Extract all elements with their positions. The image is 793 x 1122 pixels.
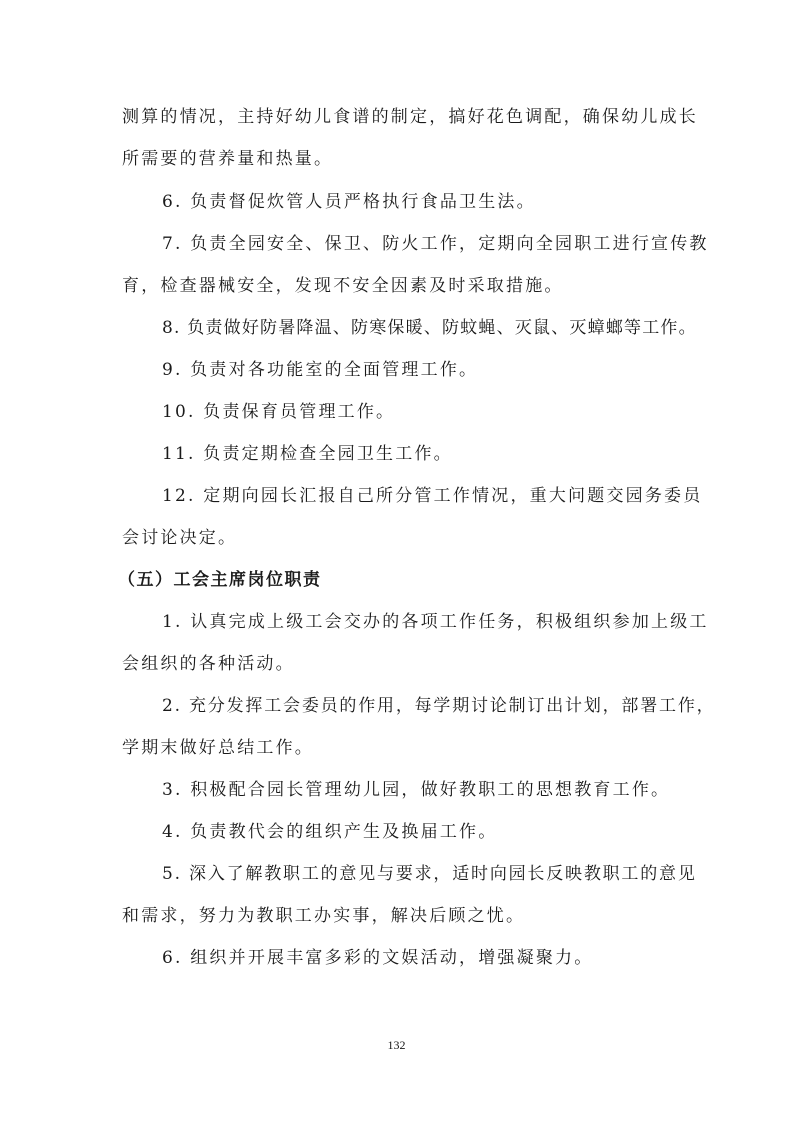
list-item-7: 7. 负责全园安全、保卫、防火工作，定期向全园职工进行宣传教 xyxy=(162,234,709,254)
section-item-2-continued: 学期末做好总结工作。 xyxy=(122,738,314,758)
page-number: 132 xyxy=(387,1038,406,1052)
section-item-3: 3. 积极配合园长管理幼儿园，做好教职工的思想教育工作。 xyxy=(162,780,671,800)
list-item-8: 8. 负责做好防暑降温、防寒保暖、防蚊蝇、灭鼠、灭蟑螂等工作。 xyxy=(162,318,697,338)
section-item-5: 5. 深入了解教职工的意见与要求，适时向园长反映教职工的意见 xyxy=(162,864,697,884)
paragraph-line: 测算的情况，主持好幼儿食谱的制定，搞好花色调配，确保幼儿成长 xyxy=(122,107,698,127)
list-item-7-continued: 育，检查器械安全，发现不安全因素及时采取措施。 xyxy=(122,276,564,296)
paragraph-line: 所需要的营养量和热量。 xyxy=(122,149,334,169)
list-item-11: 11. 负责定期检查全园卫生工作。 xyxy=(162,444,453,464)
section-item-2: 2. 充分发挥工会委员的作用，每学期讨论制订出计划，部署工作， xyxy=(162,696,716,716)
list-item-12-continued: 会讨论决定。 xyxy=(122,528,238,548)
section-item-4: 4. 负责教代会的组织产生及换届工作。 xyxy=(162,822,498,842)
list-item-10: 10. 负责保育员管理工作。 xyxy=(162,402,396,422)
section-item-1-continued: 会组织的各种活动。 xyxy=(122,654,295,674)
section-item-5-continued: 和需求，努力为教职工办实事，解决后顾之忧。 xyxy=(122,906,526,926)
list-item-9: 9. 负责对各功能室的全面管理工作。 xyxy=(162,360,479,380)
section-item-1: 1. 认真完成上级工会交办的各项工作任务，积极组织参加上级工 xyxy=(162,612,709,632)
section-heading: （五）工会主席岗位职责 xyxy=(118,570,322,590)
section-item-6: 6. 组织并开展丰富多彩的文娱活动，增强凝聚力。 xyxy=(162,948,594,968)
list-item-6: 6. 负责督促炊管人员严格执行食品卫生法。 xyxy=(162,192,536,212)
list-item-12: 12. 定期向园长汇报自己所分管工作情况，重大问题交园务委员 xyxy=(162,486,703,506)
